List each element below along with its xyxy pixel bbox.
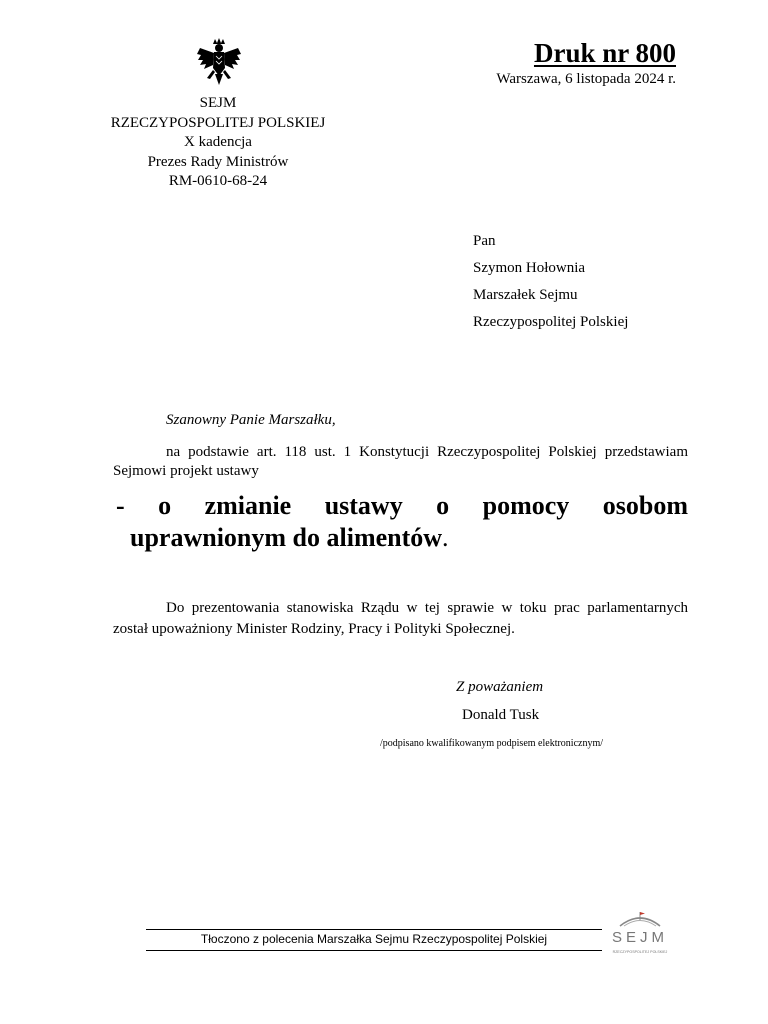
bill-word: o [436,491,450,520]
addressee-title: Pan [473,233,496,249]
sejm-logo-text: SEJM [611,929,669,946]
sender-reference: RM-0610-68-24 [168,173,268,189]
salutation: Szanowny Panie Marszałku, [166,412,336,428]
addressee-country: Rzeczypospolitej Polskiej [473,314,629,330]
polish-eagle-emblem-icon [196,38,242,88]
representative-paragraph: Do prezentowania stanowiska Rządu w tej sprawie w toku prac parlamentarnych został upoważniony Minister Rodziny, Pracy i Polityki Społecznej. [113,600,688,637]
bill-word: o [158,491,172,520]
closing-phrase: Z poważaniem [456,679,544,695]
sejm-logo-icon [606,908,674,958]
footer-text: Tłoczono z polecenia Marszałka Sejmu Rzeczypospolitej Polskiej [200,932,548,946]
bill-title-text: uprawnionym do alimentów [130,523,443,552]
footer-bottom-rule [146,950,602,951]
sender-republic: RZECZYPOSPOLITEJ POLSKIEJ [110,114,326,131]
sejm-logo-subtext: RZECZYPOSPOLITEJ POLSKIEJ [612,950,668,954]
print-number: Druk nr 800 [533,38,676,68]
signer-name: Donald Tusk [462,707,540,723]
document-date: Warszawa, 6 listopada 2024 r. [496,71,676,87]
bill-title-line1 [116,490,688,522]
intro-paragraph: na podstawie art. 118 ust. 1 Konstytucji Rzeczypospolitej Polskiej przedstawiam Sejmowi projekt ustawy [113,444,688,479]
bill-title [116,490,688,554]
signature-note: /podpisano kwalifikowanym podpisem elektronicznym/ [380,738,604,749]
addressee-name: Szymon Hołownia [473,260,586,276]
bill-title-period: . [442,523,449,552]
bill-word: - [116,491,125,520]
bill-word: osobom [602,491,688,520]
sender-term: X kadencja [184,134,252,150]
addressee-block [473,228,628,336]
bill-word: pomocy [482,491,570,520]
bill-word: ustawy [324,491,403,520]
sender-office: Prezes Rady Ministrów [147,153,289,170]
sender-block [88,94,348,192]
bill-word: zmianie [204,491,292,520]
sender-sejm: SEJM [199,95,237,111]
bill-title-line2 [116,522,688,554]
addressee-position: Marszałek Sejmu [473,287,578,303]
footer-top-rule [146,929,602,930]
